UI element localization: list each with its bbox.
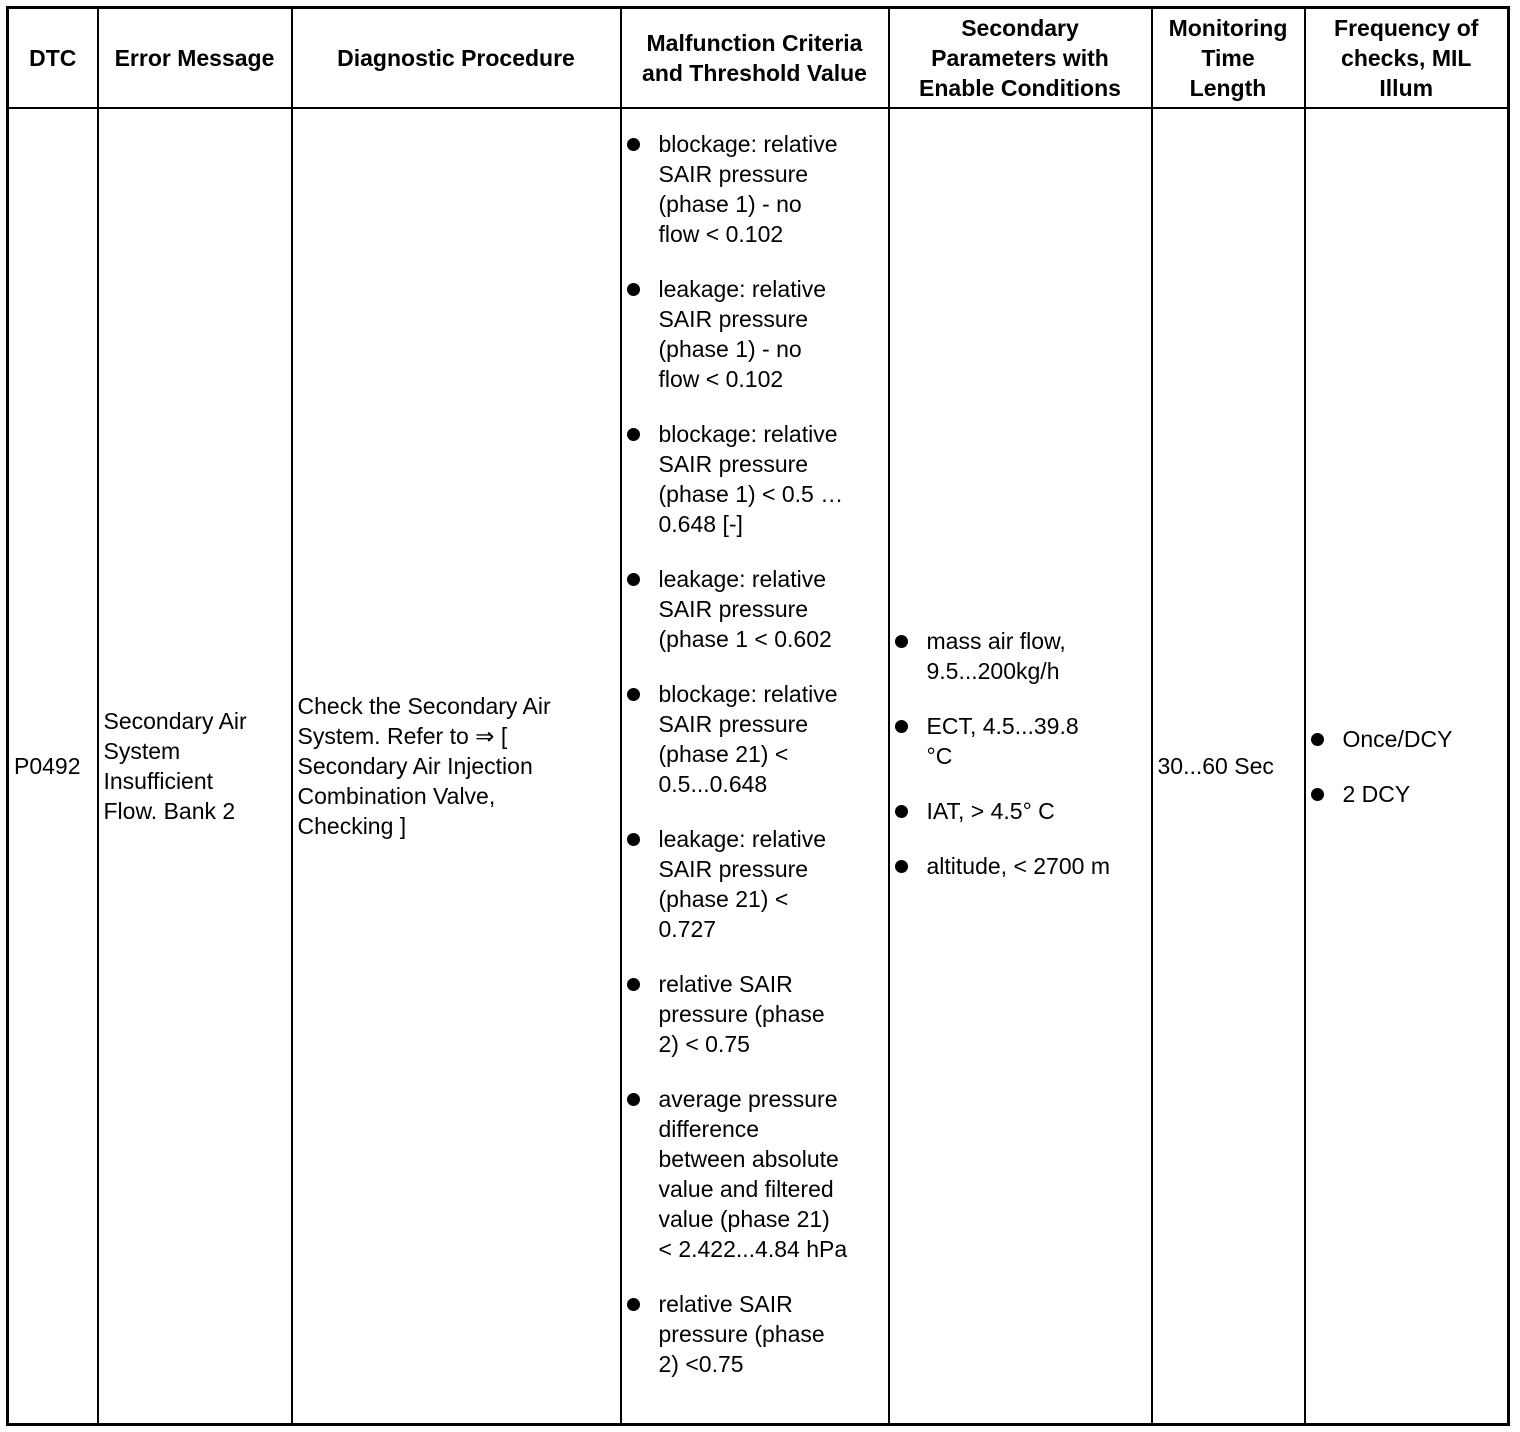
header-error-message: Error Message [98, 8, 292, 109]
header-frequency: Frequency of checks, MIL Illum [1305, 8, 1509, 109]
criteria-item: relative SAIR pressure (phase 2) < 0.75 [627, 969, 883, 1059]
criteria-item: average pressure difference between absolute value and filtered value (phase 21) < 2.422...4.84 hPa [627, 1084, 883, 1264]
dtc-table [6, 6, 1510, 1426]
criteria-item: blockage: relative SAIR pressure (phase 21) < 0.5...0.648 [627, 679, 883, 799]
enable-condition-item: altitude, < 2700 m [895, 851, 1146, 881]
enable-conditions-list [895, 626, 1146, 881]
criteria-item: leakage: relative SAIR pressure (phase 21) < 0.727 [627, 824, 883, 944]
criteria-item: blockage: relative SAIR pressure (phase 1) - no flow < 0.102 [627, 129, 883, 249]
dtc-code: P0492 [8, 108, 98, 1425]
header-malfunction-criteria: Malfunction Criteria and Threshold Value [621, 8, 889, 109]
frequency-list [1311, 724, 1503, 809]
frequency-item: Once/DCY [1311, 724, 1503, 754]
header-dtc: DTC [8, 8, 98, 109]
header-diagnostic-procedure: Diagnostic Procedure [292, 8, 621, 109]
frequency-item: 2 DCY [1311, 779, 1503, 809]
malfunction-criteria-list [627, 129, 883, 1379]
criteria-item: blockage: relative SAIR pressure (phase 1) < 0.5 … 0.648 [-] [627, 419, 883, 539]
error-message: Secondary Air System Insufficient Flow. Bank 2 [98, 108, 292, 1425]
header-secondary-parameters: Secondary Parameters with Enable Conditions [889, 8, 1152, 109]
diagnostic-procedure: Check the Secondary Air System. Refer to ⇒ [ Secondary Air Injection Combination Valve, Checking ] [292, 108, 621, 1425]
enable-condition-item: mass air flow, 9.5...200kg/h [895, 626, 1146, 686]
enable-conditions-cell [889, 108, 1152, 1425]
enable-condition-item: ECT, 4.5...39.8 °C [895, 711, 1146, 771]
monitoring-time: 30...60 Sec [1152, 108, 1305, 1425]
header-row [8, 8, 1509, 109]
criteria-item: leakage: relative SAIR pressure (phase 1 < 0.602 [627, 564, 883, 654]
table-row [8, 108, 1509, 1425]
enable-condition-item: IAT, > 4.5° C [895, 796, 1146, 826]
criteria-item: relative SAIR pressure (phase 2) <0.75 [627, 1289, 883, 1379]
criteria-item: leakage: relative SAIR pressure (phase 1) - no flow < 0.102 [627, 274, 883, 394]
malfunction-criteria-cell [621, 108, 889, 1425]
header-monitoring-time: Monitoring Time Length [1152, 8, 1305, 109]
frequency-cell [1305, 108, 1509, 1425]
